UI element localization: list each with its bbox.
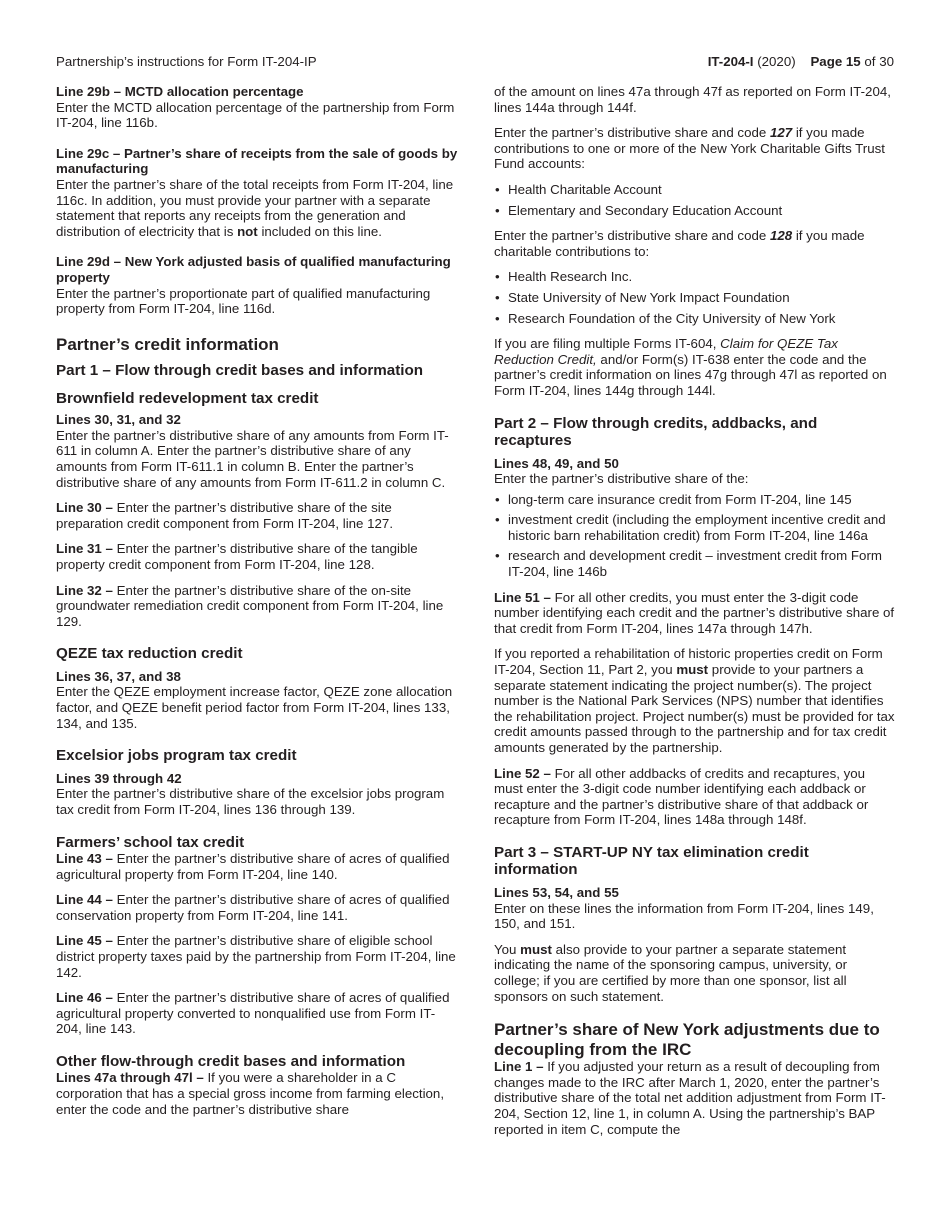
list-item: • Health Charitable Account — [494, 182, 896, 198]
it-604-form-title: Claim for QEZE Tax Reduction Credit, — [494, 336, 838, 367]
lines-48-50-heading: Lines 48, 49, and 50 — [494, 455, 619, 471]
line-46-text — [56, 990, 458, 1037]
code-127-text-b: if you made contributions to one or more of the New York Charitable Gifts Trust Fund accounts: — [494, 125, 885, 172]
line-30-text — [56, 500, 458, 531]
line-43-label: Line 43 – — [56, 851, 113, 866]
lines-47-continued: of the amount on lines 47a through 47f as reported on Form IT-204, lines 144a through 144f. — [494, 84, 891, 115]
lines-39-42-text: Enter the partner’s distributive share of the excelsior jobs program tax credit from Form IT-204, lines 136 through 139. — [56, 786, 445, 817]
line-29d-text: Enter the partner’s proportionate part of qualified manufacturing property from Form IT-204, line 116d. — [56, 285, 431, 317]
part2-title: Part 2 – Flow through credits, addbacks, and recaptures — [494, 414, 818, 449]
sponsor-text-a: You — [494, 941, 521, 957]
lines-48-50-list — [494, 492, 896, 580]
line-29c-text — [56, 177, 458, 239]
code-127-text-a: Enter the partner’s distributive share and code — [494, 125, 770, 141]
line-29b-heading: Line 29b – MCTD allocation percentage — [56, 84, 304, 99]
header-year: (2020) — [753, 54, 796, 69]
line-46-body: Enter the partner’s distributive share of acres of qualified agricultural property converted to nonqualified use from Form IT-204, line 143. — [56, 990, 450, 1037]
line-29c-heading: Line 29c – Partner’s share of receipts from the sale of goods by manufacturing — [56, 145, 458, 177]
historic-credit-text — [494, 646, 896, 755]
line-52-body: For all other addbacks of credits and recaptures, you must enter the 3-digit code number identifying each addback or recapture and the partner’s distributive share of that addback or recapture from Form IT-204, lines 148a through 148f. — [494, 765, 869, 828]
code-127: 127 — [769, 125, 793, 141]
left-column — [56, 84, 458, 1127]
line-31-body: Enter the partner’s distributive share of the tangible property credit component from Form IT-204, line 128. — [56, 541, 418, 572]
lines-30-32-heading: Lines 30, 31, and 32 — [56, 412, 181, 428]
code-128-list — [494, 269, 896, 326]
list-item: • long-term care insurance credit from Form IT-204, line 145 — [494, 492, 896, 508]
line-32-body: Enter the partner’s distributive share of the on-site groundwater remediation credit component from Form IT-204, line 129. — [56, 582, 444, 629]
sponsor-text-bold: must — [520, 941, 552, 957]
brownfield-title: Brownfield redevelopment tax credit — [56, 389, 319, 407]
historic-text-b: provide to your partners a separate statement indicating the project number(s). The project number is the National Park Services (NPS) number that identifies the rehabilitation project. Project number(s) must be provided for tax credit amounts passed through to the partnership and for tax credit amounts generated by the partnership. — [494, 662, 895, 755]
line-44-body: Enter the partner’s distributive share of acres of qualified conservation property from Form IT-204, line 141. — [56, 892, 450, 923]
lines-39-42-heading: Lines 39 through 42 — [56, 770, 182, 786]
line-51-label: Line 51 – — [494, 589, 551, 605]
line-32-label: Line 32 – — [56, 582, 113, 598]
line-44-text — [56, 892, 458, 923]
line-31-text — [56, 541, 458, 572]
part3-title: Part 3 – START-UP NY tax elimination credit information — [494, 843, 809, 879]
lines-47-body: If you were a shareholder in a C corporation that has a special gross income from farming election, enter the code and the partner’s distributive share — [56, 1070, 445, 1117]
ny-adjustments-title: Partner’s share of New York adjustments due to decoupling from the IRC — [494, 1020, 880, 1059]
excelsior-title: Excelsior jobs program tax credit — [56, 747, 297, 765]
line-46-label: Line 46 – — [56, 990, 113, 1006]
line-1-text — [494, 1059, 896, 1137]
historic-text-a: If you reported a rehabilitation of historic properties credit on Form IT-204, Section 11, Part 2, you — [494, 646, 883, 678]
it-604-text-a: If you are filing multiple Forms IT-604, — [494, 336, 721, 352]
lines-47-label: Lines 47a through 47l – — [56, 1070, 204, 1086]
list-item: • Research Foundation of the City University of New York — [494, 311, 896, 327]
list-item: • investment credit (including the employment incentive credit and historic barn rehabilitation credit) from Form IT-204, line 146a — [494, 512, 896, 543]
line-45-text — [56, 933, 458, 980]
line-30-body: Enter the partner’s distributive share of the site preparation credit component from Form IT-204, line 127. — [56, 500, 394, 531]
line-30-label: Line 30 – — [56, 500, 113, 516]
sponsor-text-b: also provide to your partner a separate statement indicating the name of the sponsoring campus, university, or college; if you are certified by more than one sponsor, list all sponsors on such statement. — [494, 941, 848, 1004]
qeze-title: QEZE tax reduction credit — [56, 645, 243, 663]
farmers-title: Farmers’ school tax credit — [56, 833, 245, 851]
line-43-body: Enter the partner’s distributive share of acres of qualified agricultural property from Form IT-204, line 140. — [56, 851, 450, 882]
line-29d-heading: Line 29d – New York adjusted basis of qualified manufacturing property — [56, 254, 451, 285]
code-128-text-b: if you made charitable contributions to: — [494, 228, 865, 259]
line-52-label: Line 52 – — [494, 765, 551, 781]
line-31-label: Line 31 – — [56, 541, 113, 557]
line-29c-text-bold: not — [237, 223, 258, 239]
other-credit-title: Other flow-through credit bases and information — [56, 1052, 406, 1070]
line-32-text — [56, 583, 458, 630]
line-45-body: Enter the partner’s distributive share of eligible school district property taxes paid by the partnership from Form IT-204, line 142. — [56, 933, 456, 980]
list-item: • State University of New York Impact Foundation — [494, 290, 896, 306]
lines-53-55-heading: Lines 53, 54, and 55 — [494, 884, 619, 900]
lines-53-55-text: Enter on these lines the information from Form IT-204, lines 149, 150, and 151. — [494, 900, 874, 932]
code-128-text-a: Enter the partner’s distributive share and code — [494, 228, 770, 244]
it-604-text — [494, 336, 896, 398]
right-column — [494, 84, 896, 1147]
lines-30-32-text: Enter the partner’s distributive share of any amounts from Form IT-611 in column A. Enter the partner’s distributive share of any amounts from Form IT-611.1 in column B. Enter the partner’s distributive share of any amounts from Form IT-611.2 in column C. — [56, 427, 449, 490]
line-45-label: Line 45 – — [56, 933, 113, 949]
page-header — [56, 53, 894, 71]
line-1-body: If you adjusted your return as a result of decoupling from changes made to the IRC after March 1, 2020, enter the partner’s distributive share of the total net addition adjustment from Form IT-204, Section 12, line 1, in column A. Using the partnership’s BAP reported in item C, compute the — [494, 1059, 886, 1137]
header-form-number: IT-204-I — [707, 54, 754, 69]
line-51-text — [494, 590, 896, 637]
list-item: • Elementary and Secondary Education Account — [494, 203, 896, 219]
historic-text-bold: must — [676, 662, 709, 678]
part1-title: Part 1 – Flow through credit bases and information — [56, 362, 424, 380]
header-page-number: Page 15 — [810, 54, 861, 69]
line-43-text — [56, 851, 458, 882]
code-128: 128 — [769, 228, 793, 244]
credit-info-title: Partner’s credit information — [56, 334, 279, 354]
header-page-total: of 30 — [860, 54, 894, 69]
lines-48-50-intro: Enter the partner’s distributive share of the: — [494, 471, 749, 487]
it-604-text-b: and/or Form(s) IT-638 enter the code and the partner’s credit information on lines 47g through 47l as reported on Form IT-204, lines 144g through 144l. — [494, 351, 887, 398]
code-128-text — [494, 228, 896, 259]
lines-36-38-text: Enter the QEZE employment increase factor, QEZE zone allocation factor, and QEZE benefit period factor from Form IT-204, lines 133, 134, and 135. — [56, 684, 453, 731]
line-51-body: For all other credits, you must enter the 3-digit code number identifying each credit and the partner’s distributive share of that credit from Form IT-204, lines 147a through 147h. — [494, 589, 895, 636]
line-29c-text-a: Enter the partner’s share of the total receipts from Form IT-204, line 116c. In addition, you must provide your partner with a separate statement that reports any receipts from the generation and distribution of electricity that is — [56, 176, 454, 239]
code-127-list — [494, 182, 896, 218]
line-29b-text: Enter the MCTD allocation percentage of the partnership from Form IT-204, line 116b. — [56, 99, 455, 131]
code-127-text — [494, 125, 896, 172]
lines-47-text — [56, 1070, 458, 1117]
line-52-text — [494, 766, 896, 828]
list-item: • Health Research Inc. — [494, 269, 896, 285]
lines-36-38-heading: Lines 36, 37, and 38 — [56, 668, 181, 684]
header-title: Partnership’s instructions for Form IT-204-IP — [56, 54, 317, 69]
line-1-label: Line 1 – — [494, 1059, 544, 1075]
list-item: • research and development credit – investment credit from Form IT-204, line 146b — [494, 548, 896, 579]
line-44-label: Line 44 – — [56, 892, 113, 908]
header-page-info — [708, 53, 894, 71]
sponsor-statement-text — [494, 942, 896, 1004]
line-29c-text-b: included on this line. — [257, 223, 382, 239]
